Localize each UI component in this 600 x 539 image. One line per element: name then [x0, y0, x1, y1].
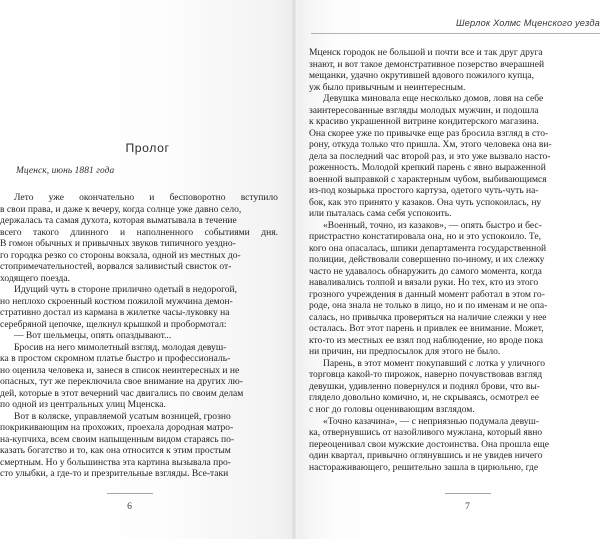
- text-line: Парень, в этот момент покупавший с лотка у уличного: [323, 357, 546, 369]
- right-page-body-text: [309, 47, 600, 473]
- text-line: ходящего поезда.: [0, 272, 71, 284]
- text-word: дня.: [261, 226, 278, 238]
- text-line: глядело довольно комично, и, не скрываясь, осмотрел ее: [309, 392, 539, 404]
- page-number-right: 7: [465, 501, 470, 512]
- text-line: один квартал, привычно оглянувшись и не увидев ничего: [309, 450, 543, 462]
- text-word: окончательно: [79, 192, 135, 203]
- text-line: полиции, действовали совершенно по-иному, и их слежку: [309, 254, 545, 266]
- text-line: из-под козырька простого картуза, одетого чуть-чуть на-: [309, 185, 539, 197]
- text-line: В гомон обычных и привычных звуков типичного уездно-: [0, 238, 236, 250]
- running-header-rule: [311, 33, 600, 34]
- text-line: знают, и вот такое демонстративное позерство вчерашней: [309, 58, 545, 70]
- text-word: и: [120, 226, 126, 238]
- text-line: Девушка миновала еще несколько домов, ловя на себе: [323, 93, 544, 105]
- text-line: «Военный, точно, из казаков», — опять быстро и бес-: [323, 219, 542, 231]
- text-line: [0, 227, 278, 239]
- text-line: или пыталась сама себя успокоить.: [309, 208, 452, 220]
- text-line: кто-то из местных ее взял под наблюдение, но вроде пока: [309, 334, 543, 346]
- text-line: ка, отвернувшись от назойливого мужлана, который явно: [309, 427, 543, 439]
- text-line: уж было привычным и неинтересным.: [309, 81, 466, 93]
- text-line: [0, 192, 278, 204]
- text-line: в свои права, и даже к вечеру, когда солнце уже давно село,: [0, 203, 242, 215]
- text-line: салась, но привычка проверяться на наличие слежки у нее: [309, 311, 547, 323]
- text-line: стративно достал из кармана в жилетке часы-луковку на: [0, 307, 230, 319]
- text-line: Мценск городок не большой и почти все и так друг друга: [309, 47, 543, 58]
- text-line: торговца какой-то пирожок, наверно почувствовав взгляд: [309, 369, 543, 381]
- text-line: но неплохо скроенный костюм пожилой мужчина демон-: [0, 295, 233, 307]
- text-line: бок, как это принято у казаков. Она чуть успокоилась, ну: [309, 196, 542, 208]
- text-word: и: [149, 192, 155, 203]
- text-line: по одной из центральных улиц Мценска.: [0, 399, 166, 411]
- text-line: военной выправкой с характерным чубом, выбивающимся: [309, 173, 547, 185]
- text-line: девушки, удивленно повернулся и поднял брови, что вы-: [309, 380, 540, 392]
- text-word: вступило: [240, 192, 278, 203]
- text-line: часто не удавалось обнаружить до самого момента, когда: [309, 265, 542, 277]
- text-word: Лето: [14, 192, 34, 203]
- text-line: роженность. Молодой крепкий парень с явно выраженной: [309, 162, 546, 174]
- text-line: Вот в коляске, управляемой усатым возницей, грозно: [14, 410, 231, 422]
- text-line: ка в простом скромном платье быстро и профессиональ-: [0, 353, 231, 365]
- text-word: длинного: [70, 226, 109, 238]
- text-line: кого она опасалась, шпики департамента государственной: [309, 242, 547, 254]
- text-line: рону, откуда только что пришла. Хм, этого человека она ви-: [309, 139, 552, 151]
- text-line: го городка резко со стороны вокзала, одной из местных до-: [0, 249, 241, 261]
- text-line: заинтересованные взгляды молодых мужчин, и подошла: [309, 104, 539, 116]
- text-word: бесповоротно: [169, 192, 226, 203]
- text-word: событиями: [204, 226, 250, 238]
- text-line: но оценила человека и, занеся в список неинтересных и не: [0, 364, 240, 376]
- text-line: с ног до головы оценивающим взглядом.: [309, 403, 475, 415]
- text-line: Идущий чуть в стороне прилично одетый в недорогой,: [14, 284, 238, 296]
- text-line: смертным. Но у большинства эта картина вызывала про-: [0, 456, 231, 468]
- text-line: дей, которые в этот вечерний час двигались по своим делам: [0, 387, 244, 399]
- text-line: роде, она знала не только в лицо, но и по именам и не опа-: [309, 300, 548, 312]
- page-number-left: 6: [127, 501, 132, 512]
- text-line: опасных, тут же переключила свое внимание на других лю-: [0, 376, 243, 388]
- text-line: пристрастно констатировала она, но и это успокоило. Те,: [309, 231, 541, 243]
- text-word: такого: [32, 226, 59, 238]
- text-line: дела за последний час второй раз, и это уже вызвало насто-: [309, 150, 551, 162]
- text-line: к красиво украшенной витрине кондитерского магазина.: [309, 116, 539, 128]
- chapter-dateline: Мценск, июнь 1881 года: [16, 166, 115, 176]
- text-line: мещанки, удачно окрутившей вдового пожилого купца,: [309, 70, 534, 82]
- running-header: Шерлок Холмс Мценского уезда: [455, 18, 600, 28]
- text-line: Бросив на него мимолетный взгляд, молодая девуш-: [14, 341, 227, 353]
- chapter-title: Пролог: [125, 141, 170, 155]
- text-line: серебряной цепочке, щелкнул крышкой и пробормотал:: [0, 318, 227, 330]
- text-line: грозного учреждения в данный момент работал в этом го-: [309, 288, 545, 300]
- text-word: всего: [0, 226, 22, 238]
- folio-rule: [445, 493, 491, 494]
- text-line: переоценивал свои мужские достоинства. Она прошла еще: [309, 438, 550, 450]
- right-page: [295, 0, 600, 539]
- text-line: осталась. Вот этот парень и привлек ее внимание. Может,: [309, 323, 544, 335]
- text-line: наваливались толпой и вязали руки. Но тех, кто из этого: [309, 277, 539, 289]
- text-word: наполненного: [136, 226, 194, 238]
- text-line: сто улыбки, а где-то и презрительные взгляды. Все-таки: [0, 468, 229, 480]
- text-line: покрикивающим на прохожих, проехала дородная матро-: [0, 422, 234, 434]
- text-line: — Вот шельмецы, опять опаздывают...: [14, 330, 172, 342]
- text-line: «Точно казачина», — с неприязнью подумала девуш-: [323, 415, 540, 427]
- folio-rule: [107, 493, 153, 494]
- text-line: стопримечательностей, ворвался заливистый свисток от-: [0, 261, 232, 273]
- text-word: уже: [48, 192, 64, 203]
- left-page-body-text: [0, 192, 278, 480]
- text-line: ни причин, ни предпосылок для этого не было.: [309, 346, 501, 358]
- text-line: Она скорее уже по привычке еще раз бросила взгляд в сто-: [309, 127, 549, 139]
- text-line: настораживающего, решительно зашла в цирюльню, где: [309, 461, 539, 473]
- text-line: держалась та самая духота, которая выматывала в течение: [0, 215, 237, 227]
- text-line: на-купчиха, всем своим напыщенным видом стараясь по-: [0, 433, 235, 445]
- text-line: казать богатство и то, как она относится к этим простым: [0, 445, 231, 457]
- left-page: [0, 0, 295, 539]
